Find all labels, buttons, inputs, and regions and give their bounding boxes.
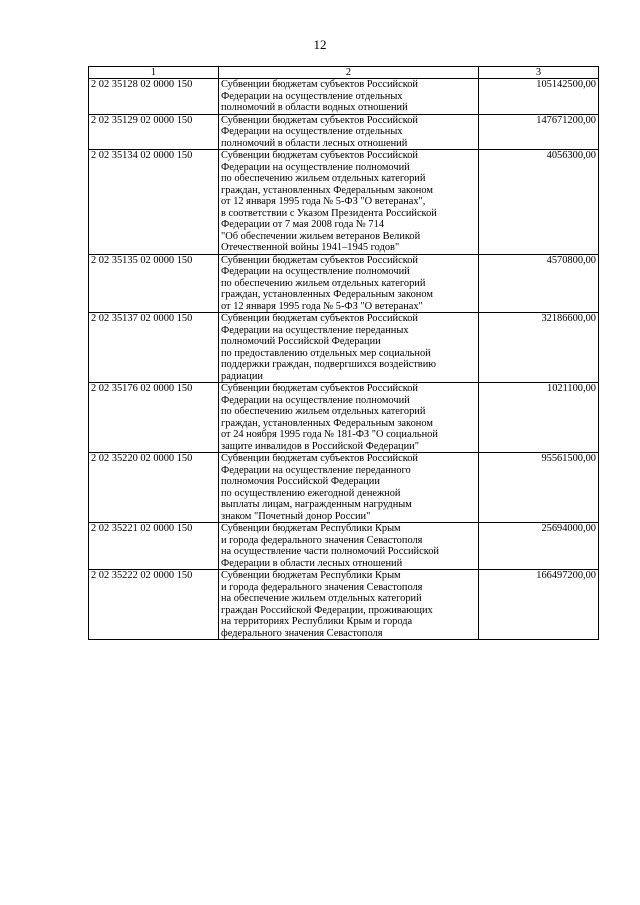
budget-table — [88, 66, 599, 640]
table-row — [89, 79, 599, 115]
description-cell: Субвенции бюджетам субъектов Российской Федерации на осуществление полномочий по обеспечению жильем отдельных категорий граждан, установленных Федеральным законом от 24 ноября 1995 года № 181-ФЗ "О социальной защите инвалидов в Российской Федерации" — [219, 383, 479, 453]
budget-code-cell: 2 02 35128 02 0000 150 — [89, 79, 219, 115]
table-row — [89, 570, 599, 640]
amount-cell: 95561500,00 — [479, 453, 599, 523]
table-row — [89, 523, 599, 570]
table-row — [89, 254, 599, 313]
table-row — [89, 114, 599, 150]
amount-cell: 4570800,00 — [479, 254, 599, 313]
description-cell: Субвенции бюджетам субъектов Российской Федерации на осуществление полномочий по обеспечению жильем отдельных категорий граждан, установленных Федеральным законом от 12 января 1995 года № 5-ФЗ "О ветеранах" — [219, 254, 479, 313]
budget-code-cell: 2 02 35176 02 0000 150 — [89, 383, 219, 453]
description-cell: Субвенции бюджетам Республики Крым и города федерального значения Севастополя на осуществление части полномочий Российской Федерации в области лесных отношений — [219, 523, 479, 570]
table-row — [89, 313, 599, 383]
column-header-1: 1 — [89, 67, 219, 79]
table-row — [89, 383, 599, 453]
budget-code-cell: 2 02 35134 02 0000 150 — [89, 150, 219, 255]
budget-code-cell: 2 02 35129 02 0000 150 — [89, 114, 219, 150]
budget-code-cell: 2 02 35221 02 0000 150 — [89, 523, 219, 570]
column-header-2: 2 — [219, 67, 479, 79]
description-cell: Субвенции бюджетам субъектов Российской Федерации на осуществление полномочий по обеспечению жильем отдельных категорий граждан, установленных Федеральным законом от 12 января 1995 года № 5-ФЗ "О ветеранах", в соответствии с Указом Президента Российской Федерации от 7 мая 2008 года № 714 "Об обеспечении жильем ветеранов Великой Отечественной войны 1941–1945 годов" — [219, 150, 479, 255]
table-row — [89, 150, 599, 255]
description-cell: Субвенции бюджетам субъектов Российской Федерации на осуществление отдельных полномочий в области водных отношений — [219, 79, 479, 115]
description-cell: Субвенции бюджетам субъектов Российской Федерации на осуществление переданного полномочия Российской Федерации по осуществлению ежегодной денежной выплаты лицам, награжденным нагрудным знаком "Почетный донор России" — [219, 453, 479, 523]
budget-code-cell: 2 02 35222 02 0000 150 — [89, 570, 219, 640]
description-cell: Субвенции бюджетам субъектов Российской Федерации на осуществление отдельных полномочий в области лесных отношений — [219, 114, 479, 150]
amount-cell: 25694000,00 — [479, 523, 599, 570]
column-header-3: 3 — [479, 67, 599, 79]
table-header-row — [89, 67, 599, 79]
amount-cell: 32186600,00 — [479, 313, 599, 383]
budget-code-cell: 2 02 35137 02 0000 150 — [89, 313, 219, 383]
amount-cell: 4056300,00 — [479, 150, 599, 255]
description-cell: Субвенции бюджетам Республики Крым и города федерального значения Севастополя на обеспечение жильем отдельных категорий граждан Российской Федерации, проживающих на территориях Республики Крым и города федерального значения Севастополя — [219, 570, 479, 640]
amount-cell: 1021100,00 — [479, 383, 599, 453]
description-cell: Субвенции бюджетам субъектов Российской Федерации на осуществление переданных полномочий Российской Федерации по предоставлению отдельных мер социальной поддержки граждан, подвергшихся воздействию радиации — [219, 313, 479, 383]
budget-code-cell: 2 02 35220 02 0000 150 — [89, 453, 219, 523]
amount-cell: 166497200,00 — [479, 570, 599, 640]
table-row — [89, 453, 599, 523]
page-number: 12 — [313, 37, 327, 52]
amount-cell: 147671200,00 — [479, 114, 599, 150]
budget-code-cell: 2 02 35135 02 0000 150 — [89, 254, 219, 313]
amount-cell: 105142500,00 — [479, 79, 599, 115]
